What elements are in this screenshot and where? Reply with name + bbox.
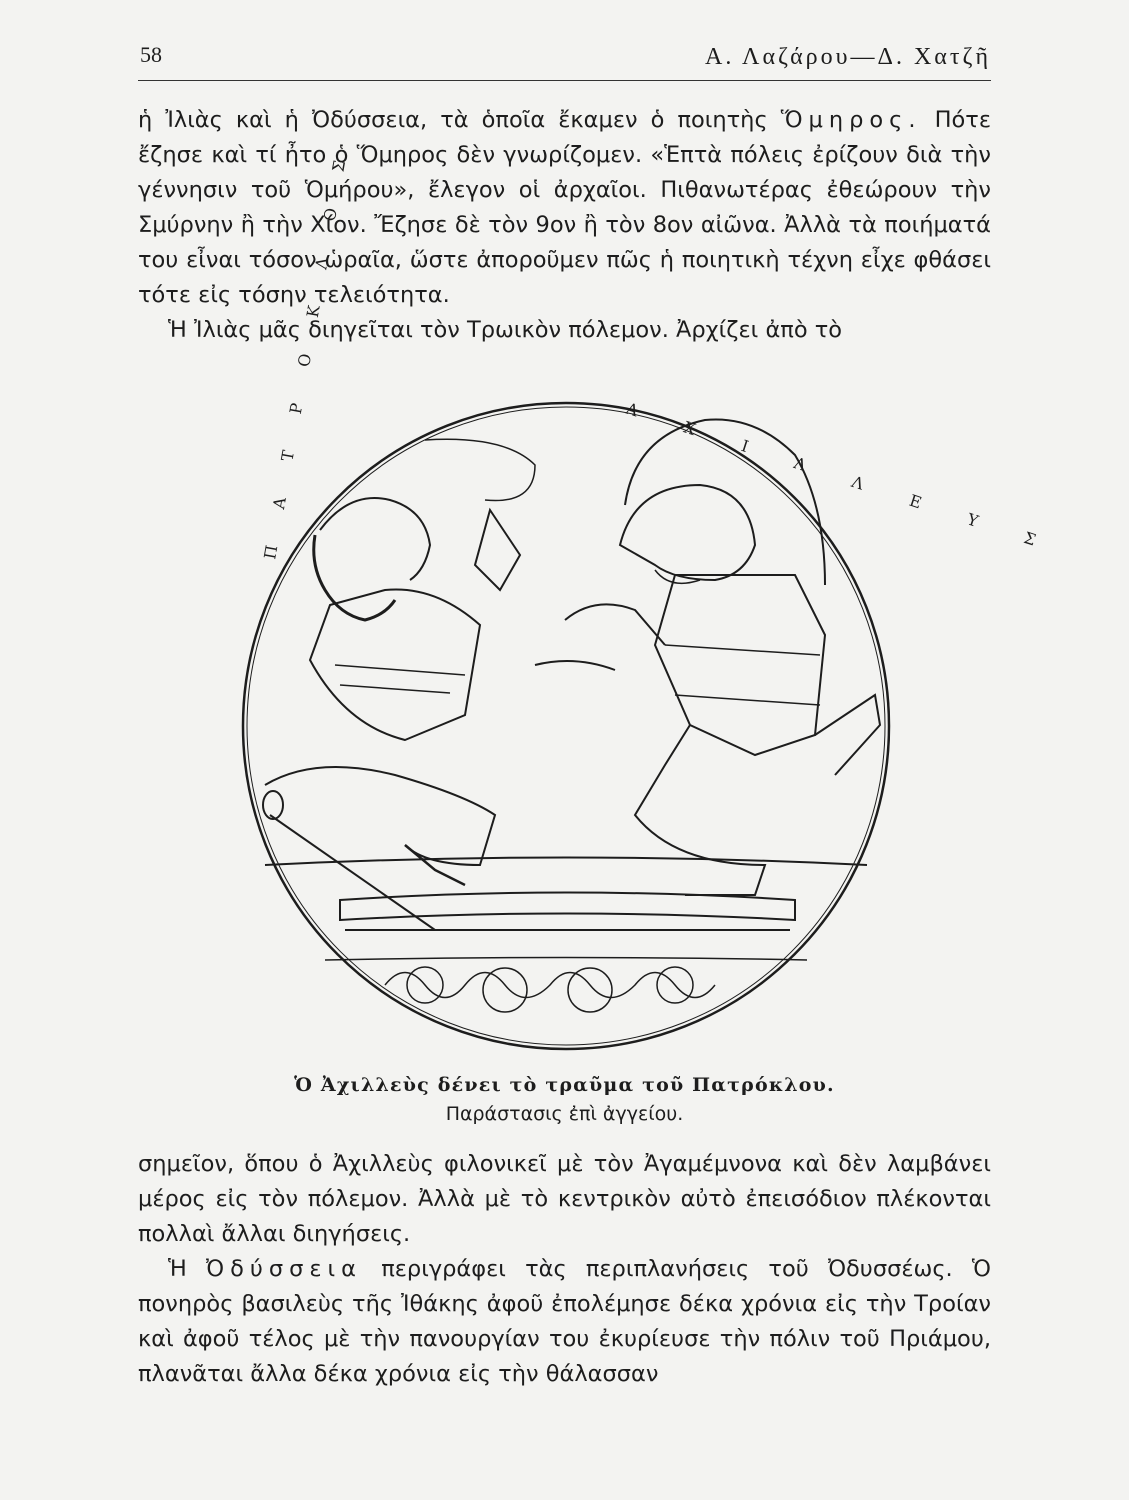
paragraph-agamemnon: σημεῖον, ὅπου ὁ Ἀχιλλεὺς φιλονικεῖ μὲ τὸν Ἀγαμέμνονα καὶ δὲν λαμβάνει μέρος εἰς τὸν πόλεμον. Ἀλλὰ μὲ τὸ κεντρικὸν αὐτὸ ἐπεισόδιον πλέκονται πολλαὶ ἄλλαι διηγήσεις. <box>138 1151 991 1247</box>
paragraph-odyssey <box>138 1252 991 1392</box>
figure-caption-title: Ὁ Ἀχιλλεὺς δένει τὸ τραῦμα τοῦ Πατρόκλου. <box>294 1074 835 1096</box>
vase-inner-circle <box>247 407 885 1045</box>
floor-band <box>340 893 795 921</box>
spaced-word-odyssey: Ὀδύσσεια <box>206 1256 363 1282</box>
patroklos-figure <box>263 498 495 930</box>
bow-cord <box>425 439 535 500</box>
figure-caption-subtitle: Παράστασις ἐπὶ ἀγγείου. <box>445 1103 684 1125</box>
paragraph-text: Πότε ἔζησε καὶ τί ἦτο ὁ Ὅμηρος δὲν γνωρίζομεν. «Ἑπτὰ πόλεις ἐρίζουν διὰ τὴν γέννησιν τοῦ Ὁμήρου», ἔλεγον οἱ ἀρχαῖοι. Πιθανωτέρας ἐθεώρουν τὴν Σμύρνην ἢ τὴν Χίον. Ἔζησε δὲ τὸν 9ον ἢ τὸν 8ον αἰῶνα. Ἀλλὰ τὰ ποιήματά του εἶναι τόσον ὡραῖα, ὥστε ἀποροῦμεν πῶς ἡ ποιητικὴ τέχνη εἶχε φθάσει τότε εἰς τόσην τελειότητα. <box>138 107 991 308</box>
paragraph-iliad-odyssey <box>138 103 991 313</box>
quiver <box>475 510 520 590</box>
vase-rim-circle <box>243 403 889 1049</box>
page-number: 58 <box>140 42 162 67</box>
text-block-top <box>138 103 991 348</box>
page-header <box>138 40 991 81</box>
ground-line <box>265 858 867 866</box>
inscription-achilles: Α Χ Ι Λ Λ Ε Υ Σ <box>623 398 1060 557</box>
spaced-word-homer: Ὅμηρος. <box>780 107 922 133</box>
palmette-frieze <box>325 958 807 1013</box>
paragraph-text: περιγράφει τὰς περιπλανήσεις τοῦ Ὀδυσσέως. Ὁ πονηρὸς βασιλεὺς τῆς Ἰθάκης ἀφοῦ ἐπολέμησε δέκα χρόνια εἰς τὴν Τροίαν καὶ ἀφοῦ τέλος μὲ τὴν πανουργίαν του ἐκυρίευσε τὴν πόλιν τοῦ Πριάμου, πλανᾶται ἄλλα δέκα χρόνια εἰς τὴν θάλασσαν <box>138 1256 991 1387</box>
running-head: Α. Λαζάρου—Δ. Χατζῆ <box>705 44 991 70</box>
paragraph-iliad-start: Ἡ Ἰλιὰς μᾶς διηγεῖται τὸν Τρωικὸν πόλεμον. Ἀρχίζει ἀπὸ τὸ <box>168 317 843 343</box>
inscription-patroklos: Π Α Τ Ρ Ο Κ Λ Ο Σ <box>260 143 352 561</box>
paragraph-text: ἡ Ἰλιὰς καὶ ἡ Ὀδύσσεια, τὰ ὁποῖα ἔκαμεν ὁ ποιητὴς <box>138 107 781 133</box>
paragraph-text: Ἡ <box>168 1256 206 1282</box>
text-block-bottom <box>138 1147 991 1392</box>
achilles-figure <box>535 419 880 895</box>
